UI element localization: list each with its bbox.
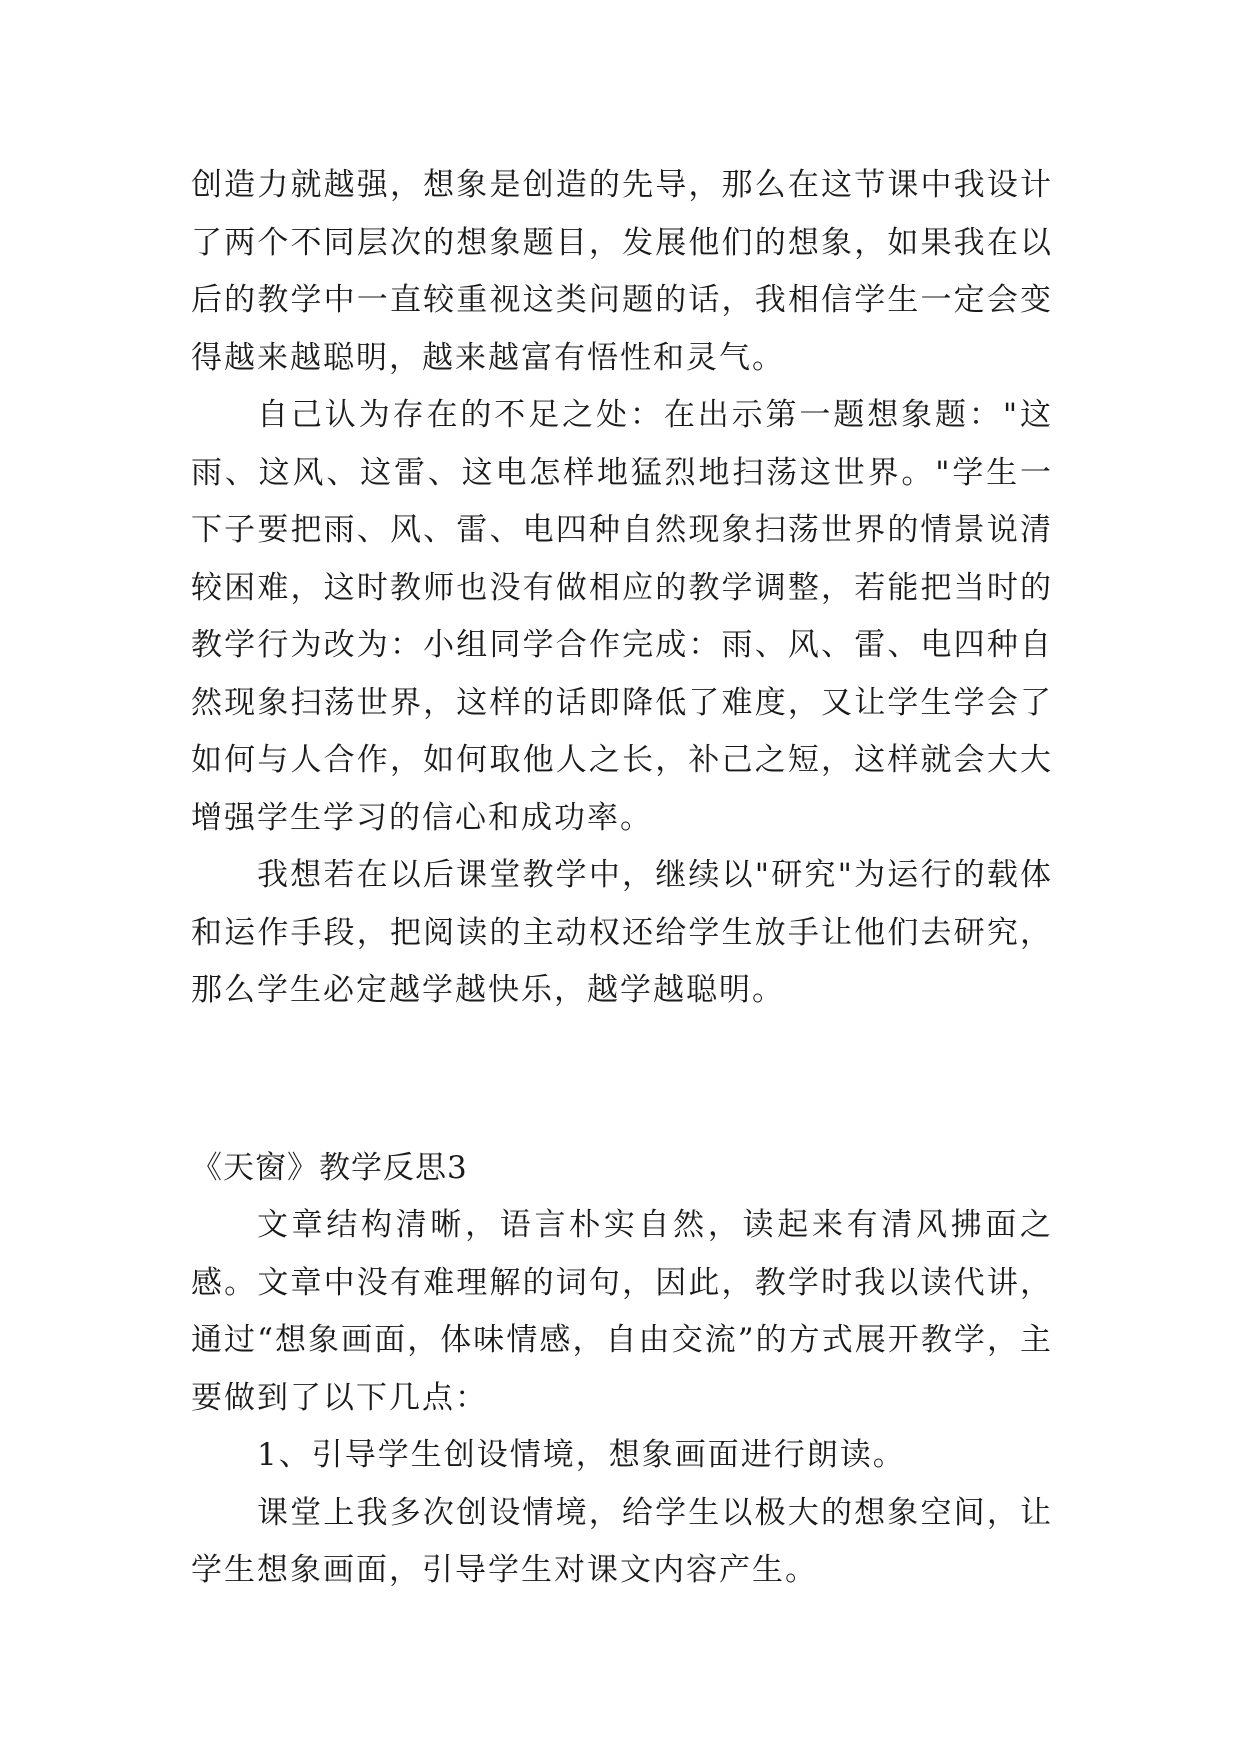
paragraph-3: 我想若在以后课堂教学中，继续以"研究"为运行的载体和运作手段，把阅读的主动权还给学生放手让他们去研究，那么学生必定越学越快乐，越学越聪明。 bbox=[191, 857, 1053, 1008]
document-body bbox=[191, 157, 1053, 1600]
paragraph-6: 课堂上我多次创设情境，给学生以极大的想象空间，让学生想象画面，引导学生对课文内容产生。 bbox=[191, 1494, 1053, 1588]
paragraph-2: 自己认为存在的不足之处：在出示第一题想象题："这雨、这风、这雷、这电怎样地猛烈地扫荡这世界。"学生一下子要把雨、风、雷、电四种自然现象扫荡世界的情景说清较困难，这时教师也没有做相应的教学调整，若能把当时的教学行为改为：小组同学合作完成：雨、风、雷、电四种自然现象扫荡世界，这样的话即降低了难度，又让学生学会了如何与人合作，如何取他人之长，补己之短，这样就会大大增强学生学习的信心和成功率。 bbox=[191, 397, 1053, 836]
paragraph-1: 创造力就越强，想象是创造的先导，那么在这节课中我设计了两个不同层次的想象题目，发展他们的想象，如果我在以后的教学中一直较重视这类问题的话，我相信学生一定会变得越来越聪明，越来越富有悟性和灵气。 bbox=[191, 167, 1053, 376]
paragraph-5: 1、引导学生创设情境，想象画面进行朗读。 bbox=[257, 1437, 906, 1473]
section-gap bbox=[191, 1020, 1053, 1140]
paragraph-4: 文章结构清晰，语言朴实自然，读起来有清风拂面之感。文章中没有难理解的词句，因此，教学时我以读代讲，通过“想象画面，体味情感，自由交流”的方式展开教学，主要做到了以下几点： bbox=[191, 1207, 1053, 1416]
section-title: 《天窗》教学反思3 bbox=[191, 1149, 468, 1186]
